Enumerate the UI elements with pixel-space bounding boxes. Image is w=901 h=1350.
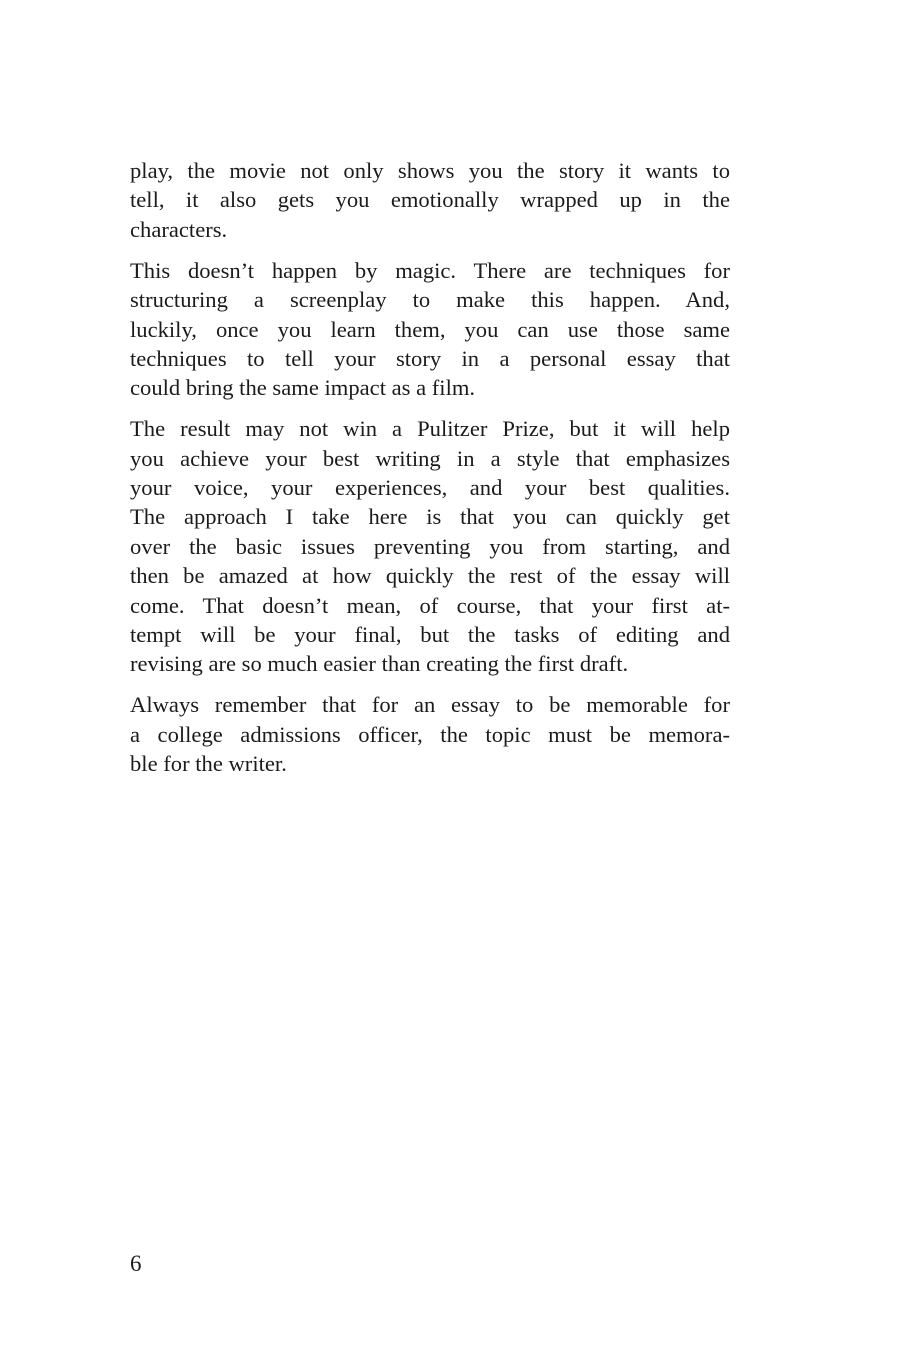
text-line: you achieve your best writing in a style that emphasizes	[130, 445, 730, 471]
page-text	[130, 156, 730, 790]
text-line: tell, it also gets you emotionally wrapped up in the	[130, 187, 730, 213]
text-line: luckily, once you learn them, you can use those same	[130, 316, 730, 342]
paragraph	[130, 690, 730, 778]
text-line: then be amazed at how quickly the rest of the essay will	[130, 563, 730, 589]
page-number: 6	[130, 1251, 142, 1276]
paragraph	[130, 156, 730, 244]
text-line: characters.	[130, 216, 228, 242]
text-line: The result may not win a Pulitzer Prize, but it will help	[130, 416, 730, 442]
text-line: a college admissions officer, the topic must be memora-	[130, 721, 730, 747]
text-line: over the basic issues preventing you from starting, and	[130, 533, 730, 559]
text-line: tempt will be your final, but the tasks of editing and	[130, 622, 730, 648]
paragraph	[130, 414, 730, 679]
text-line: This doesn’t happen by magic. There are techniques for	[130, 257, 730, 283]
text-line: The approach I take here is that you can quickly get	[130, 504, 730, 530]
text-line: come. That doesn’t mean, of course, that your first at-	[130, 592, 730, 618]
text-line: revising are so much easier than creating the first draft.	[130, 651, 629, 677]
text-line: techniques to tell your story in a personal essay that	[130, 345, 730, 371]
text-line: your voice, your experiences, and your best qualities.	[130, 475, 730, 501]
paragraph	[130, 256, 730, 403]
text-line: could bring the same impact as a film.	[130, 375, 476, 401]
text-line: structuring a screenplay to make this happen. And,	[130, 287, 730, 313]
text-line: Always remember that for an essay to be memorable for	[130, 692, 730, 718]
text-line: ble for the writer.	[130, 751, 287, 777]
text-line: play, the movie not only shows you the story it wants to	[130, 158, 730, 183]
